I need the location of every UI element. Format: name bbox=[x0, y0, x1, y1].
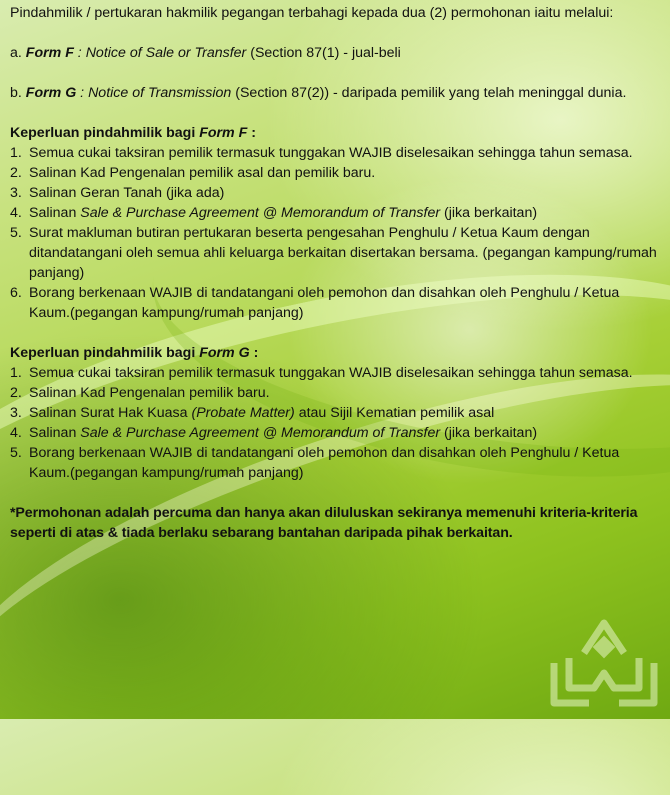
list-item-number: 5. bbox=[10, 445, 22, 461]
list-item bbox=[10, 283, 662, 323]
list-item-text-italic: Sale & Purchase Agreement @ Memorandum of Transfer bbox=[80, 205, 441, 221]
section-g-heading-suffix: : bbox=[249, 345, 259, 361]
list-item-text-pre: Salinan bbox=[29, 205, 81, 221]
section-f-list bbox=[10, 143, 662, 323]
list-item-number: 2. bbox=[10, 165, 22, 181]
section-g-heading bbox=[10, 343, 662, 363]
list-item-number: 5. bbox=[10, 225, 22, 241]
section-f-heading bbox=[10, 123, 662, 143]
form-f-name: Form F bbox=[25, 45, 74, 61]
note-text: *Permohonan adalah percuma dan hanya akan diluluskan sekiranya memenuhi kriteria-kriteria seperti di atas & tiada berlaku sebarang bantahan daripada pihak berkaitan. bbox=[10, 505, 638, 541]
form-f-title: Notice of Sale or Transfer bbox=[85, 45, 247, 61]
section-g-list bbox=[10, 363, 662, 483]
section-g-heading-text: Keperluan pindahmilik bagi bbox=[10, 345, 200, 361]
list-item bbox=[10, 203, 662, 223]
list-item-number: 3. bbox=[10, 185, 22, 201]
section-f-heading-text: Keperluan pindahmilik bagi bbox=[10, 125, 200, 141]
list-item-number: 1. bbox=[10, 365, 22, 381]
list-item-text: Salinan Geran Tanah (jika ada) bbox=[29, 185, 225, 201]
list-item-text: Surat makluman butiran pertukaran beserta pengesahan Penghulu / Ketua Kaum dengan ditandatangani oleh semua ahli keluarga berkaitan disertakan bersama. (pegangan kampung/rumah panjang) bbox=[29, 225, 657, 281]
list-item-text bbox=[29, 203, 662, 223]
list-item bbox=[10, 143, 662, 163]
list-item-text-italic: (Probate Matter) bbox=[191, 405, 295, 421]
form-f-prefix: a. bbox=[10, 45, 26, 61]
list-item-number: 1. bbox=[10, 145, 22, 161]
form-g-sep: : bbox=[76, 85, 89, 101]
list-item-text: Semua cukai taksiran pemilik termasuk tunggakan WAJIB diselesaikan sehingga tahun semasa. bbox=[29, 365, 633, 381]
list-item bbox=[10, 403, 662, 423]
list-item-text bbox=[29, 423, 662, 443]
section-g-heading-form: Form G bbox=[199, 345, 250, 361]
list-item bbox=[10, 163, 662, 183]
list-item bbox=[10, 223, 662, 283]
list-item-number: 4. bbox=[10, 425, 22, 441]
list-item-text-pre: Salinan Surat Hak Kuasa bbox=[29, 405, 192, 421]
list-item-number: 3. bbox=[10, 405, 22, 421]
form-g-title: Notice of Transmission bbox=[88, 85, 232, 101]
list-item bbox=[10, 363, 662, 383]
form-g-line bbox=[10, 83, 662, 103]
form-f-line bbox=[10, 43, 662, 63]
form-g-name: Form G bbox=[25, 85, 77, 101]
list-item-text: Borang berkenaan WAJIB di tandatangani oleh pemohon dan disahkan oleh Penghulu / Ketua Kaum.(pegangan kampung/rumah panjang) bbox=[29, 285, 620, 321]
list-item-text-italic: Sale & Purchase Agreement @ Memorandum of Transfer bbox=[80, 425, 441, 441]
list-item bbox=[10, 423, 662, 443]
document-content bbox=[10, 3, 662, 543]
list-item-text: Borang berkenaan WAJIB di tandatangani oleh pemohon dan disahkan oleh Penghulu / Ketua Kaum.(pegangan kampung/rumah panjang) bbox=[29, 445, 620, 481]
form-g-section: (Section 87(2)) - daripada pemilik yang telah meninggal dunia. bbox=[231, 85, 627, 101]
form-f-sep: : bbox=[73, 45, 86, 61]
list-item-text-pre: Salinan bbox=[29, 425, 81, 441]
list-item-number: 2. bbox=[10, 385, 22, 401]
list-item-text-post: (jika berkaitan) bbox=[440, 425, 538, 441]
list-item-text: Semua cukai taksiran pemilik termasuk tunggakan WAJIB diselesaikan sehingga tahun semasa. bbox=[29, 145, 633, 161]
emblem-watermark-icon bbox=[544, 603, 664, 713]
list-item bbox=[10, 183, 662, 203]
form-g-prefix: b. bbox=[10, 85, 26, 101]
list-item-text-post: (jika berkaitan) bbox=[440, 205, 538, 221]
section-f-heading-suffix: : bbox=[247, 125, 256, 141]
list-item-number: 6. bbox=[10, 285, 22, 301]
list-item bbox=[10, 443, 662, 483]
section-f-heading-form: Form F bbox=[199, 125, 248, 141]
list-item-text: Salinan Kad Pengenalan pemilik asal dan pemilik baru. bbox=[29, 165, 376, 181]
list-item-number: 4. bbox=[10, 205, 22, 221]
list-item-text-post: atau Sijil Kematian pemilik asal bbox=[294, 405, 495, 421]
list-item-text bbox=[29, 403, 662, 423]
intro-paragraph: Pindahmilik / pertukaran hakmilik pegangan terbahagi kepada dua (2) permohonan iaitu melalui: bbox=[10, 5, 614, 21]
list-item bbox=[10, 383, 662, 403]
list-item-text: Salinan Kad Pengenalan pemilik baru. bbox=[29, 385, 270, 401]
form-f-section: (Section 87(1) - jual-beli bbox=[246, 45, 401, 61]
